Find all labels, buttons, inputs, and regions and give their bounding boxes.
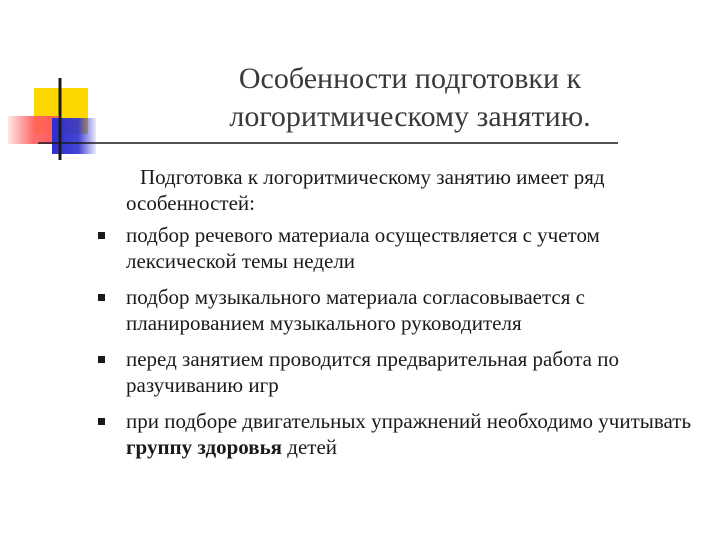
list-item-text-bold: группу здоровья <box>126 435 283 459</box>
intro-line-2: особенностей: <box>126 191 255 215</box>
list-item <box>98 222 698 274</box>
list-item-text: подбор речевого материала осуществляется с учетом лексической темы недели <box>126 223 600 273</box>
intro-paragraph <box>98 164 698 216</box>
slide-title <box>160 60 660 136</box>
square-bullet-icon <box>98 232 105 239</box>
square-bullet-icon <box>98 418 105 425</box>
list-item-text-before: при подборе двигательных упражнений необходимо учитывать <box>126 409 692 433</box>
title-line-1: Особенности подготовки к <box>238 62 582 95</box>
list-item <box>98 346 698 398</box>
list-item <box>98 284 698 336</box>
square-bullet-icon <box>98 356 105 363</box>
list-item-text-after: детей <box>282 435 338 459</box>
list-item-text: подбор музыкального материала согласовывается с планированием музыкального руководителя <box>126 285 585 335</box>
square-bullet-icon <box>98 294 105 301</box>
red-square <box>8 116 58 144</box>
title-line-2: логоритмическому занятию. <box>229 100 591 133</box>
slide-body <box>98 164 698 470</box>
intro-line-1: Подготовка к логоритмическому занятию имеет ряд <box>140 165 605 189</box>
list-item-text: перед занятием проводится предварительная работа по разучиванию игр <box>126 347 619 397</box>
list-item <box>98 408 698 460</box>
bullet-list <box>98 222 698 460</box>
